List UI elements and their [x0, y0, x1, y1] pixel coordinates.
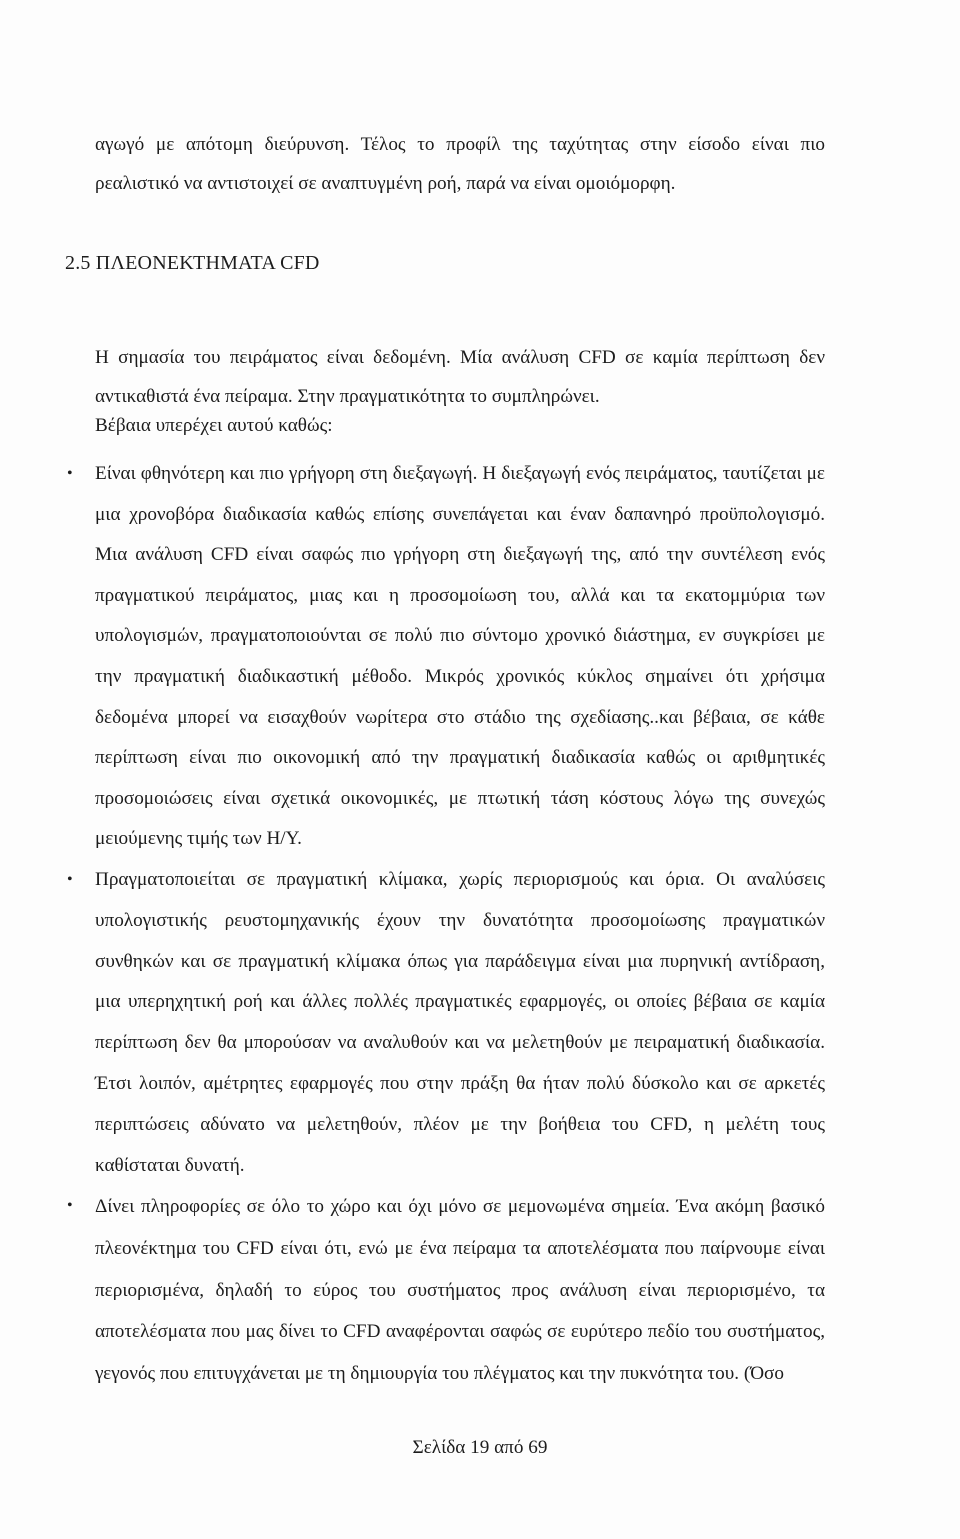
bullet-icon: •: [67, 465, 73, 482]
intro-paragraph: αγωγό με απότομη διεύρυνση. Τέλος το προφίλ της ταχύτητας στην είσοδο είναι πιο ρεαλιστικό να αντιστοιχεί σε αναπτυγμένη ροή, παρά να είναι ομοιόμορφη.: [95, 134, 825, 195]
advantages-list: [67, 454, 825, 1394]
list-item: [67, 454, 825, 860]
section-heading: 2.5 ΠΛΕΟΝΕΚΤΗΜΑΤΑ CFD: [65, 252, 320, 274]
list-item: [67, 1186, 825, 1394]
list-item-text: Δίνει πληροφορίες σε όλο το χώρο και όχι μόνο σε μεμονωμένα σημεία. Ένα ακόμη βασικό πλεονέκτημα του CFD είναι ότι, ενώ με ένα πείραμα τα αποτελέσματα που παίρνουμε είναι περιορισμένα, δηλαδή το εύρος του συστήματος προς ανάλυση είναι περιορισμένο, τα αποτελέσματα που μας δίνει το CFD αναφέρονται σαφώς σε ευρύτερο πεδίο του συστήματος, γεγονός που επιτυγχάνεται με τη δημιουργία του πλέγματος και την πυκνότητα του. (Όσο: [95, 1196, 825, 1384]
page-number: Σελίδα 19 από 69: [412, 1437, 548, 1458]
bullet-icon: •: [67, 1197, 73, 1215]
section-paragraph: Η σημασία του πειράματος είναι δεδομένη. Μία ανάλυση CFD σε καμία περίπτωση δεν αντικαθιστά ένα πείραμα. Στην πραγματικότητα το συμπληρώνει.: [95, 347, 825, 408]
list-item-text: Είναι φθηνότερη και πιο γρήγορη στη διεξαγωγή. Η διεξαγωγή ενός πειράματος, ταυτίζεται με μια χρονοβόρα διαδικασία καθώς επίσης συνεπάγεται και έναν δαπανηρό προϋπολογισμό. Μια ανάλυση CFD είναι σαφώς πιο γρήγορη στη διεξαγωγή της, από την συντέλεση ενός πραγματικού πειράματος, μιας και η προσομοίωση του, αλλά και τα εκατομμύρια των υπολογισμών, πραγματοποιούνται σε πολύ πιο σύντομο χρονικό διάστημα, εν συγκρίσει με την πραγματική διαδικαστική μέθοδο. Μικρός χρονικός κύκλος σημαίνει ότι χρήσιμα δεδομένα μπορεί να εισαχθούν νωρίτερα στο στάδιο της σχεδίασης..και βέβαια, σε κάθε περίπτωση είναι πιο οικονομική από την πραγματική διαδικασία καθώς οι αριθμητικές προσομοιώσεις είναι σχετικά οικονομικές, με πτωτική τάση κόστους λόγω της συνεχώς μειούμενης τιμής των Η/Υ.: [95, 463, 825, 850]
lead-sentence: Βέβαια υπερέχει αυτού καθώς:: [95, 415, 333, 436]
list-item: [67, 860, 825, 1186]
bullet-icon: •: [67, 870, 73, 888]
list-item-text: Πραγματοποιείται σε πραγματική κλίμακα, χωρίς περιορισμούς και όρια. Οι αναλύσεις υπολογιστικής ρευστομηχανικής έχουν την δυνατότητα προσομοίωσης πραγματικών συνθηκών και σε πραγματική κλίμακα όπως για παράδειγμα είναι μια πυρηνική αντίδραση, μια υπερηχητική ροή και άλλες πολλές πραγματικές εφαρμογές, οι οποίες βέβαια σε καμία περίπτωση δεν θα μπορούσαν να αναλυθούν και να μελετηθούν με πειραματική διαδικασία. Έτσι λοιπόν, αμέτρητες εφαρμογές που στην πράξη θα ήταν πολύ δύσκολο και σε αρκετές περιπτώσεις αδύνατο να μελετηθούν, πλέον με την βοήθεια του CFD, η μελέτη τους καθίσταται δυνατή.: [95, 868, 825, 1176]
